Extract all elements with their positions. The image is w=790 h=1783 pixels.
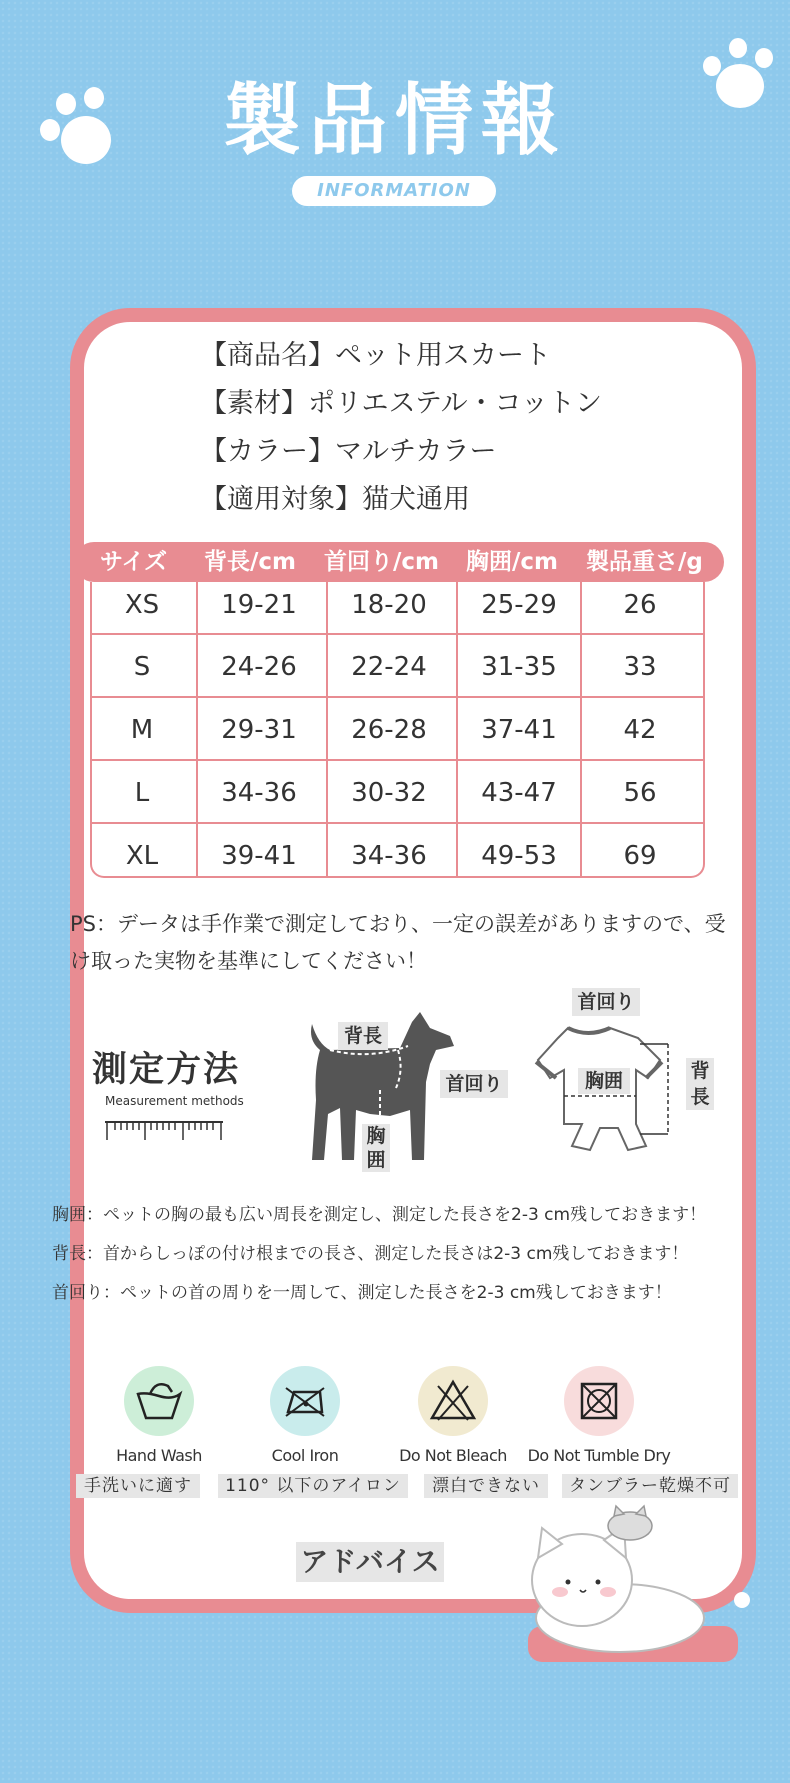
size-table-cell: 33 (623, 652, 657, 682)
measurement-subtitle: Measurement methods (105, 1094, 244, 1108)
advice-label: アドバイス (296, 1542, 444, 1582)
dog-chest-label-2: 囲 (362, 1148, 390, 1172)
note-line-1: PS：データは手作業で測定しており、一定の誤差がありますので、受 (70, 912, 726, 936)
care-label-no-bleach: Do Not Bleach (399, 1446, 507, 1465)
size-table-cell: XS (124, 590, 160, 620)
shirt-chest-label: 胸囲 (578, 1068, 630, 1094)
care-jp-no-tumble-dry: タンブラー乾燥不可 (562, 1474, 738, 1498)
neck-description: 首回り：ペットの首の周りを一周して、測定した長さを2-3 cm残しておきます！ (52, 1283, 672, 1303)
size-table-cell: 39-41 (221, 841, 297, 871)
care-label-no-tumble-dry: Do Not Tumble Dry (527, 1446, 671, 1465)
size-table-cell: 34-36 (351, 841, 427, 871)
size-table-cell: 31-35 (481, 652, 557, 682)
header-size: サイズ (100, 549, 168, 575)
ruler-icon (105, 1118, 223, 1140)
shirt-back-label-2: 長 (686, 1084, 714, 1110)
product-target-line: 【適用対象】猫犬通用 (200, 484, 470, 515)
page-title: 製品情報 (222, 76, 567, 166)
size-table-cell: M (130, 715, 154, 745)
size-table-cell: 42 (623, 715, 657, 745)
dog-back-label: 背長 (338, 1022, 388, 1050)
no-bleach-icon (418, 1366, 488, 1436)
care-jp-cool-iron: 110° 以下のアイロン (218, 1474, 408, 1498)
size-table-cell: 69 (623, 841, 657, 871)
size-table-cell: 37-41 (481, 715, 557, 745)
care-label-cool-iron: Cool Iron (271, 1446, 339, 1465)
cool-iron-icon (270, 1366, 340, 1436)
size-table-cell: 26 (623, 590, 657, 620)
header-neck: 首回り/cm (324, 549, 439, 575)
information-badge: INFORMATION (292, 176, 496, 206)
dog-neck-label: 首回り (440, 1070, 508, 1098)
product-color-line: 【カラー】マルチカラー (200, 436, 497, 467)
measurement-title: 測定方法 (92, 1050, 241, 1090)
size-table-cell: 34-36 (221, 778, 297, 808)
size-table-cell: S (133, 652, 151, 682)
size-table-cell: XL (125, 841, 159, 871)
size-table-cell: 25-29 (481, 590, 557, 620)
no-tumble-dry-icon (564, 1366, 634, 1436)
hand-wash-icon (124, 1366, 194, 1436)
product-material-line: 【素材】ポリエステル・コットン (200, 388, 603, 419)
header-back-length: 背長/cm (204, 549, 296, 575)
size-table-header (74, 542, 724, 582)
size-table-cell: 19-21 (221, 590, 297, 620)
shirt-neck-label: 首回り (572, 988, 640, 1016)
size-table-cell: 30-32 (351, 778, 427, 808)
back-description: 背長：首からしっぽの付け根までの長さ、測定した長さは2-3 cm残しておきます！ (52, 1244, 689, 1264)
header-chest: 胸囲/cm (466, 549, 558, 575)
size-table-cell: 43-47 (481, 778, 557, 808)
note-line-2: け取った実物を基準にしてください！ (70, 949, 427, 973)
header-weight: 製品重さ/g (586, 549, 703, 575)
chest-description: 胸囲：ペットの胸の最も広い周長を測定し、測定した長さを2-3 cm残しておきます！ (52, 1205, 707, 1225)
size-table-cell: 18-20 (351, 590, 427, 620)
size-table-cell: 56 (623, 778, 657, 808)
size-table-cell: 29-31 (221, 715, 297, 745)
care-jp-no-bleach: 漂白できない (424, 1474, 548, 1498)
size-table-cell: 24-26 (221, 652, 297, 682)
product-info (200, 332, 602, 524)
size-table-cell: 22-24 (351, 652, 427, 682)
dog-chest-label-1: 胸 (362, 1124, 390, 1148)
shirt-back-label-1: 背 (686, 1058, 714, 1084)
care-label-hand-wash: Hand Wash (116, 1446, 202, 1465)
measurement-note (70, 906, 750, 980)
product-name-line: 【商品名】ペット用スカート (200, 340, 551, 371)
size-table-cell: L (134, 778, 150, 808)
cat-illustration-icon (520, 1500, 760, 1670)
size-table-cell: 26-28 (351, 715, 427, 745)
care-jp-hand-wash: 手洗いに適す (76, 1474, 200, 1498)
size-table-cell: 49-53 (481, 841, 557, 871)
